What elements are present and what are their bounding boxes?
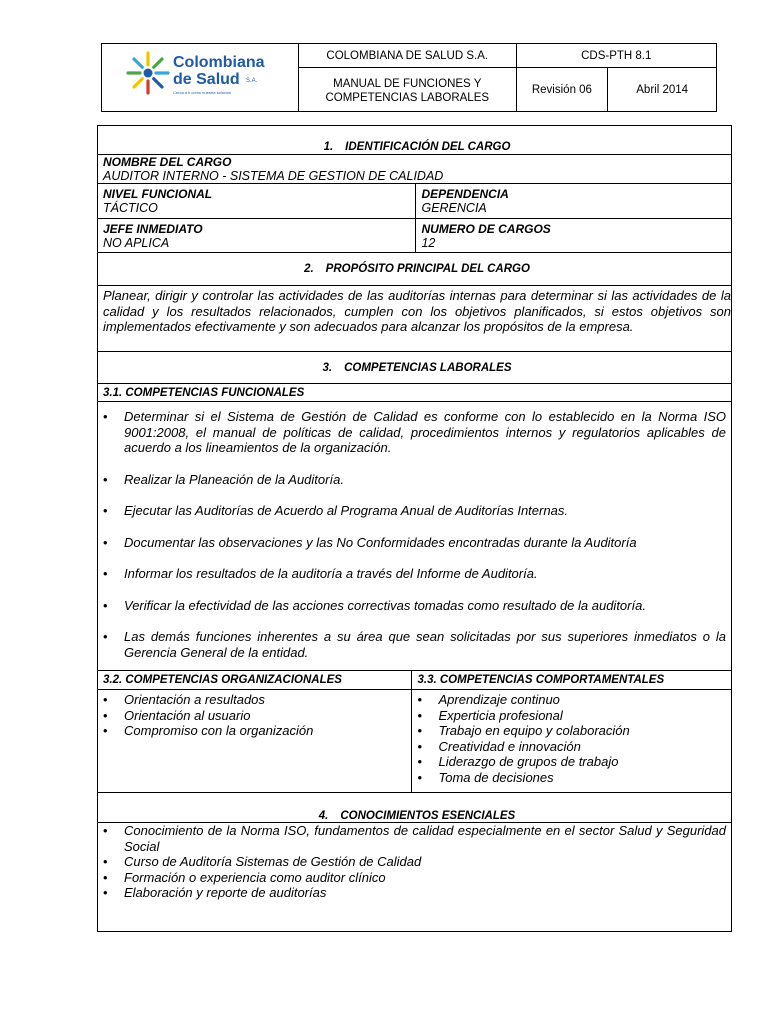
list-item: • Ejecutar las Auditorías de Acuerdo al Programa Anual de Auditorías Internas. <box>103 503 568 518</box>
list-item: • Compromiso con la organización <box>103 723 314 738</box>
funcionales-list <box>101 409 731 660</box>
list-item: • Orientación al usuario <box>103 707 251 723</box>
logo-name-line1: Colombiana <box>173 53 265 71</box>
nivel-cell <box>98 184 416 219</box>
jefe-cell <box>98 219 416 253</box>
section-2-heading: 2. PROPÓSITO PRINCIPAL DEL CARGO <box>98 253 732 286</box>
funcionales-cell <box>98 402 732 671</box>
section-4-heading: 4. CONOCIMIENTOS ESENCIALES <box>98 793 732 823</box>
purpose-text: Planear, dirigir y controlar las actividades de las auditorías internas para determinar si las actividades de la calidad y los resultados relacionados, cumplen con los objetivos planificados, si estos objetivos son implementados efectivamente y son adecuados para alcanzar los propósitos de la empresa. <box>98 286 732 352</box>
company-name: COLOMBIANA DE SALUD S.A. <box>299 44 517 68</box>
cargo-cell <box>98 155 732 184</box>
jefe-label: JEFE INMEDIATO <box>103 222 203 236</box>
section-1-heading: 1. IDENTIFICACIÓN DEL CARGO <box>98 126 732 155</box>
nivel-value: TÁCTICO <box>103 201 158 215</box>
list-item: • Experticia profesional <box>417 707 563 723</box>
cargo-label: NOMBRE DEL CARGO <box>103 155 232 169</box>
dependencia-label: DEPENDENCIA <box>421 187 509 201</box>
section-3-heading: 3. COMPETENCIAS LABORALES <box>98 352 732 384</box>
funcionales-heading: 3.1. COMPETENCIAS FUNCIONALES <box>98 384 732 402</box>
numero-value: 12 <box>421 236 436 250</box>
logo-sa: S.A. <box>246 77 258 84</box>
numero-cell <box>416 219 732 253</box>
list-item: • Realizar la Planeación de la Auditoría. <box>103 471 344 487</box>
list-item: • Creatividad e innovación <box>417 738 581 754</box>
comportamentales-heading: 3.3. COMPETENCIAS COMPORTAMENTALES <box>412 671 732 690</box>
document-code: CDS-PTH 8.1 <box>516 44 717 68</box>
list-item: • Informar los resultados de la auditoría a través del Informe de Auditoría. <box>103 566 538 581</box>
list-item: • Aprendizaje continuo <box>417 692 560 707</box>
dependencia-value: GERENCIA <box>421 201 487 215</box>
revision: Revisión 06 <box>516 68 608 112</box>
manual-title: MANUAL DE FUNCIONES Y COMPETENCIAS LABORALES <box>299 68 517 112</box>
document-header <box>101 43 717 112</box>
conocimientos-cell <box>98 823 732 932</box>
list-item: • Formación o experiencia como auditor clínico <box>103 869 386 885</box>
organizacionales-heading: 3.2. COMPETENCIAS ORGANIZACIONALES <box>98 671 412 690</box>
logo-name-line2: de Salud <box>173 70 240 88</box>
cargo-value: AUDITOR INTERNO - SISTEMA DE GESTION DE CALIDAD <box>103 169 444 183</box>
list-item: • Conocimiento de la Norma ISO, fundamentos de calidad especialmente en el sector Salud y Seguridad Social <box>103 823 726 854</box>
list-item: • Curso de Auditoría Sistemas de Gestión de Calidad <box>103 854 422 869</box>
nivel-label: NIVEL FUNCIONAL <box>103 187 213 201</box>
comportamentales-cell <box>412 690 732 793</box>
list-item: • Las demás funciones inherentes a su área que sean solicitadas por sus superiores inmediatos o la Gerencia General de la entidad. <box>103 629 726 660</box>
list-item: • Verificar la efectividad de las acciones correctivas tomadas como resultado de la auditoría. <box>103 597 646 613</box>
list-item: • Orientación a resultados <box>103 692 265 707</box>
dependencia-cell <box>416 184 732 219</box>
list-item: • Trabajo en equipo y colaboración <box>417 723 630 738</box>
organizacionales-cell <box>98 690 412 793</box>
revision-date: Abril 2014 <box>608 68 717 112</box>
conocimientos-list <box>101 823 731 901</box>
list-item: • Toma de decisiones <box>417 769 554 785</box>
list-item: • Documentar las observaciones y las No Conformidades encontradas durante la Auditoría <box>103 534 637 550</box>
logo-cell <box>102 44 299 112</box>
logo-tagline: Cerca a ti como nuestra solución <box>173 89 232 95</box>
list-item: • Liderazgo de grupos de trabajo <box>417 754 619 769</box>
company-logo <box>102 45 298 111</box>
organizacionales-list <box>101 692 411 739</box>
job-profile-table <box>97 125 732 932</box>
list-item: • Determinar si el Sistema de Gestión de Calidad es conforme con lo establecido en la Norma ISO 9001:2008, el manual de políticas de calidad, procedimientos internos y regulatorios aplicables de acuerdo a los lineamientos de la organización. <box>103 409 726 455</box>
list-item: • Elaboración y reporte de auditorías <box>103 885 327 900</box>
jefe-value: NO APLICA <box>103 236 170 250</box>
comportamentales-list <box>415 692 731 785</box>
numero-label: NUMERO DE CARGOS <box>421 222 551 236</box>
